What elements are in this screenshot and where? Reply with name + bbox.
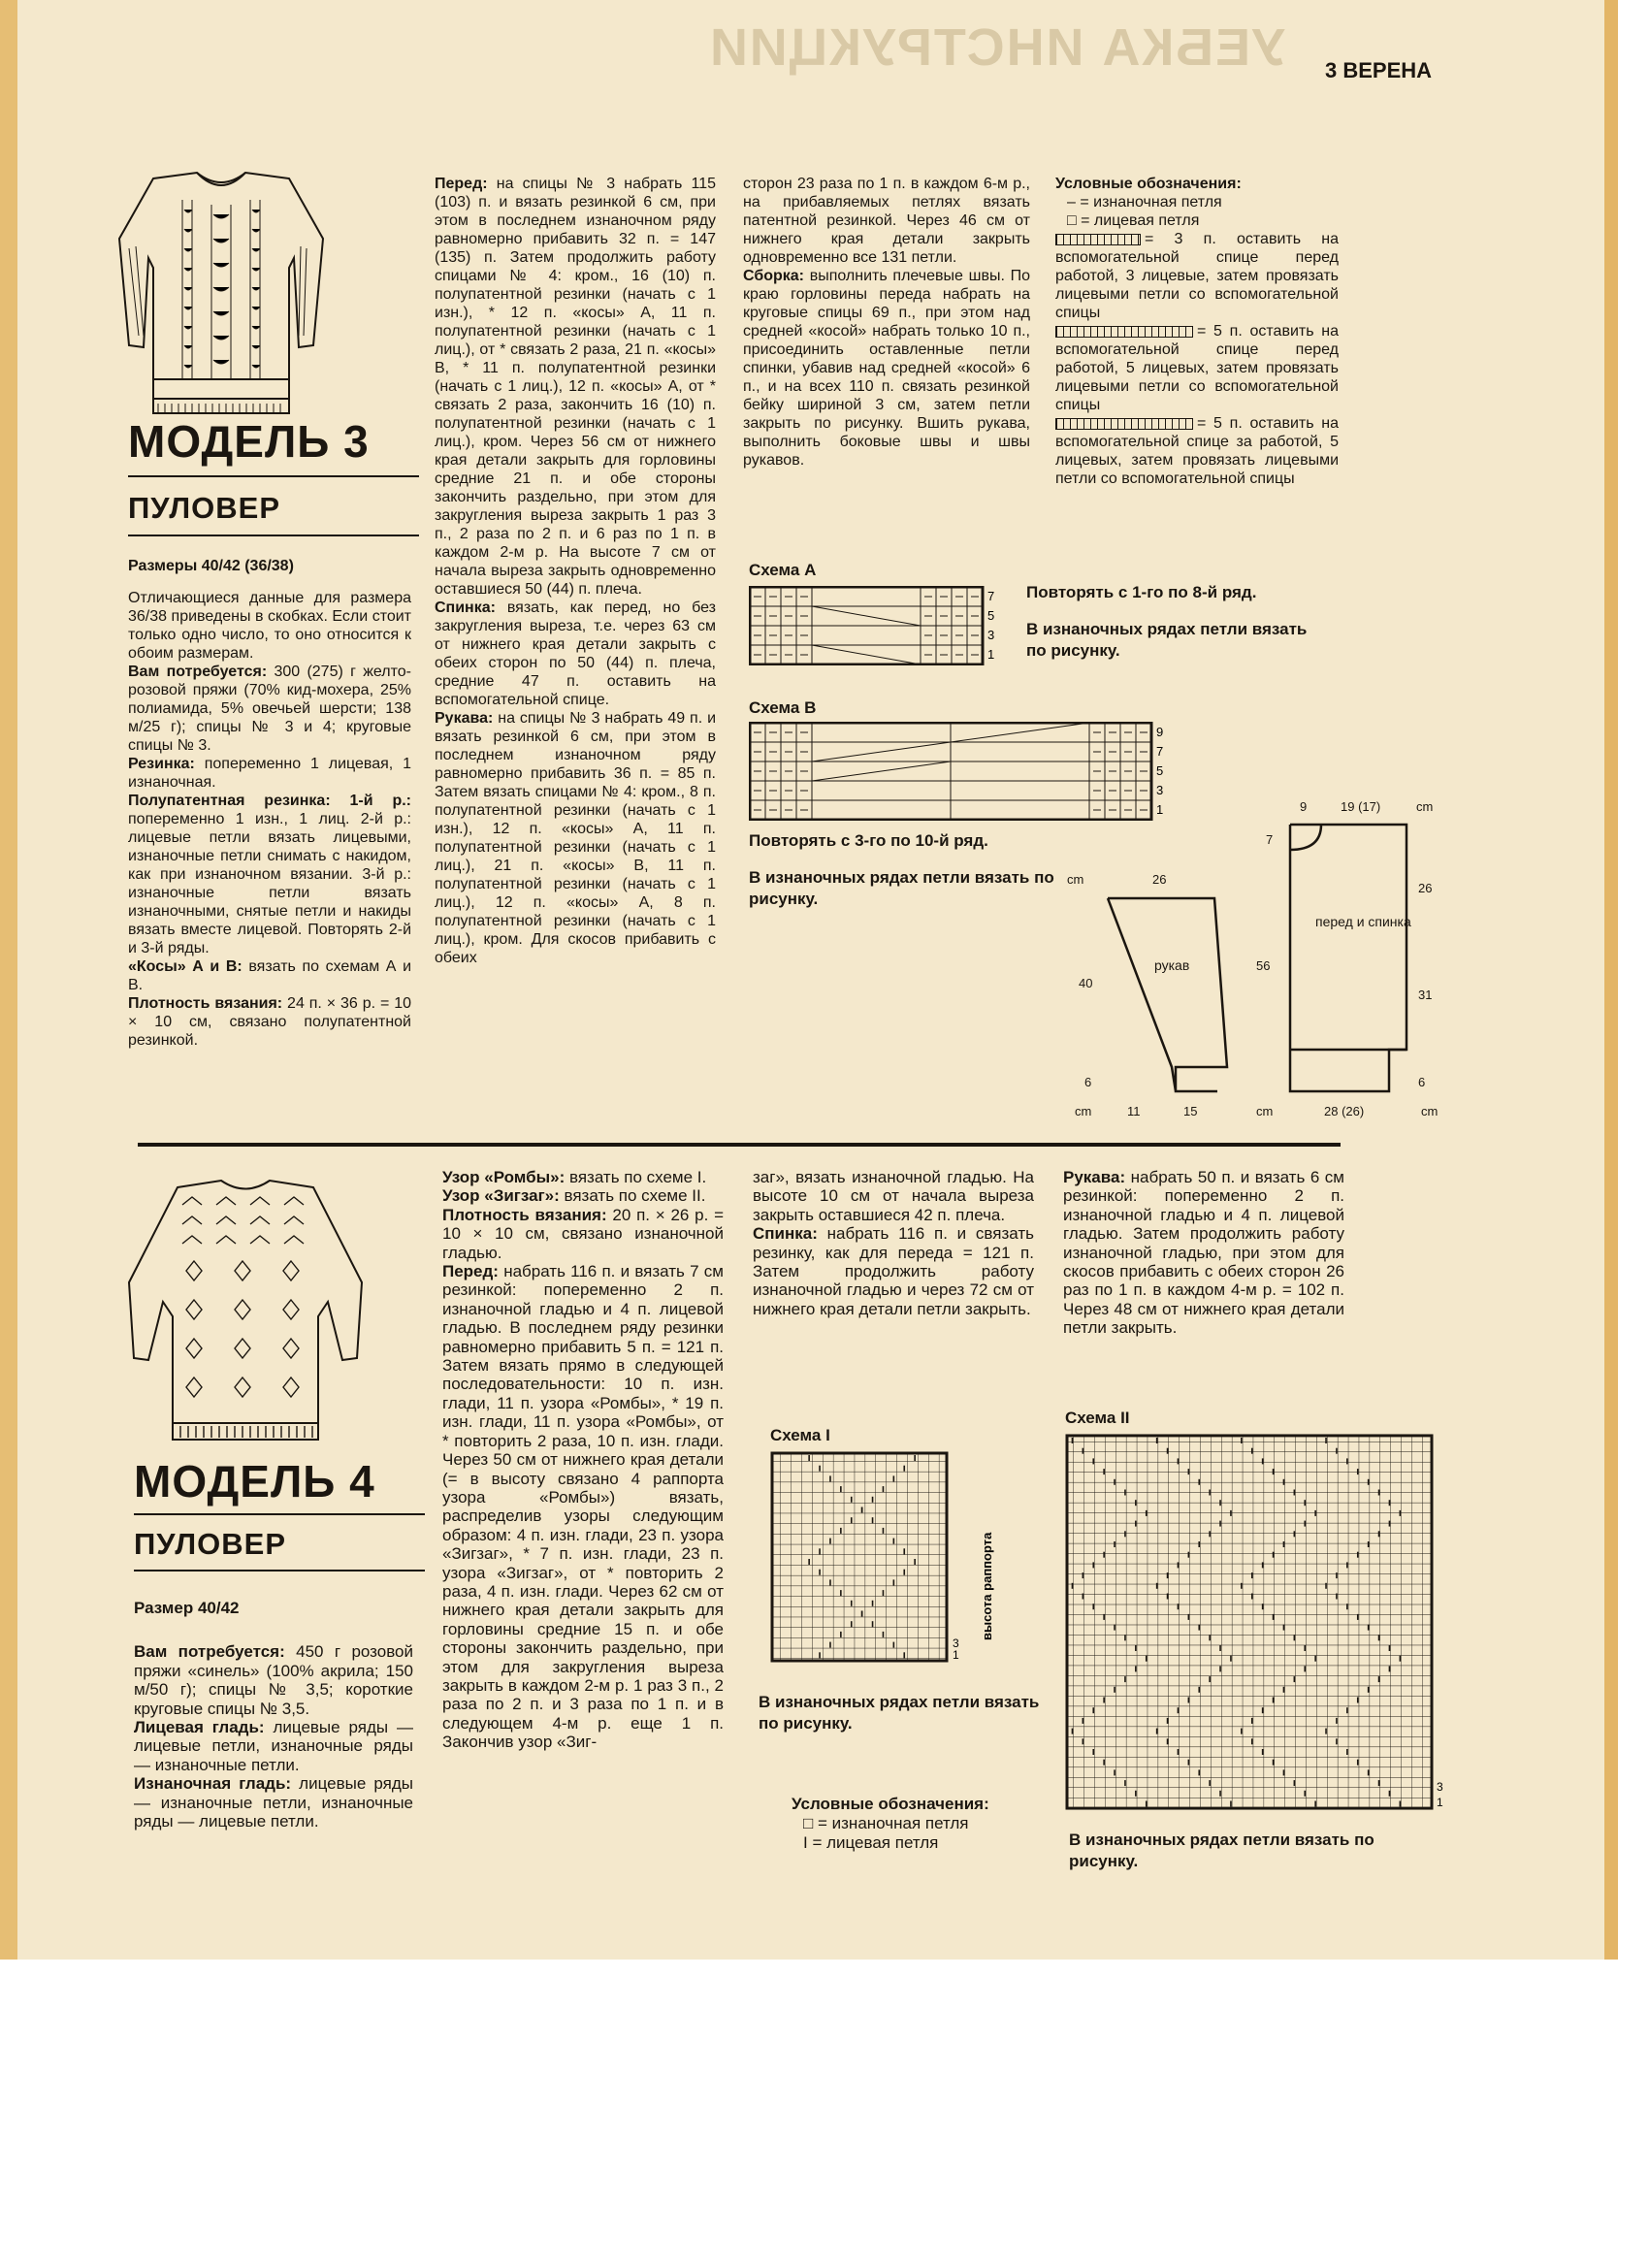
m4c2-text-2: 20 п. × 26 р. = 10 × 10 см, связано изнаночной гладью. bbox=[442, 1205, 724, 1262]
cm-sleeve-bottom-unit: cm bbox=[1075, 1104, 1092, 1118]
m3-legend-title: Условные обозначения: bbox=[1055, 176, 1242, 192]
schema-b-row-5: 5 bbox=[1156, 763, 1164, 778]
model3-column-1 bbox=[128, 557, 411, 1050]
cable-5-front-symbol bbox=[1055, 326, 1193, 338]
schema-a-note bbox=[1026, 582, 1317, 662]
schema-1-row-3: 3 bbox=[953, 1636, 959, 1650]
sweater-illustration-model4 bbox=[124, 1176, 367, 1447]
schema-a-label: Схема А bbox=[749, 561, 817, 579]
schema-b-note-wrong-side: В изнаночных рядах петли вязать по рисунку. bbox=[749, 868, 1054, 908]
model3-title: МОДЕЛЬ 3 bbox=[128, 416, 370, 467]
m3c1-head-5: «Косы» А и В: bbox=[128, 958, 242, 975]
m3c1-text-5: вязать по схемам А и В. bbox=[128, 958, 411, 993]
schema-a-row-1: 1 bbox=[987, 647, 995, 662]
schema-a-note-repeat: Повторять с 1-го по 8-й ряд. bbox=[1026, 583, 1257, 601]
m4c3-text-0: заг», вязать изнаночной гладью. На высоте 10 см от начала выреза закрыть оставшиеся 42 п. плеча. bbox=[753, 1168, 1034, 1224]
m4c3-head-1: Спинка: bbox=[753, 1224, 818, 1244]
schema-b-row-1: 1 bbox=[1156, 802, 1164, 817]
cable-5-back-symbol bbox=[1055, 418, 1193, 430]
schema-2-chart bbox=[1063, 1432, 1451, 1816]
m4c2-text-1: вязать по схеме II. bbox=[564, 1186, 706, 1206]
model4-subtitle: ПУЛОВЕР bbox=[134, 1527, 286, 1561]
body-lower-dim: 31 bbox=[1418, 988, 1433, 1002]
sleeve-label: рукав bbox=[1154, 957, 1190, 973]
m3-legend-item-1: □ = лицевая петля bbox=[1067, 212, 1200, 229]
body-label: перед и спинка bbox=[1315, 914, 1411, 929]
body-upper-dim: 26 bbox=[1418, 881, 1433, 895]
cm-body-right-unit: cm bbox=[1421, 1104, 1439, 1118]
scan-background bbox=[0, 1960, 1649, 2268]
schema-1-chart bbox=[770, 1451, 1003, 1674]
sleeve-bottom-dim-a: 11 bbox=[1127, 1104, 1141, 1118]
m3-legend-item-0: – = изнаночная петля bbox=[1067, 194, 1222, 211]
body-width-dim: 28 (26) bbox=[1324, 1104, 1365, 1118]
schema-2-row-3: 3 bbox=[1437, 1780, 1443, 1794]
schema-b-label: Схема В bbox=[749, 698, 817, 717]
m4c2-head-2: Плотность вязания: bbox=[442, 1205, 607, 1224]
bleed-through-heading: УЕБКА ИНСТРУКЦИИ bbox=[708, 18, 1285, 77]
neckline bbox=[1290, 825, 1321, 850]
m3c2-text-2: на спицы № 3 набрать 49 п. и вязать резинкой 6 см, при этом в последнем изнаночном ряду равномерно прибавить 36 п. = 85 п. Затем вязать спицами № 4: кром., 8 п. полупатентной резинки (начать с 1 изн.), 12 п. «косы» А, 11 п. полупатентной резинки (начать с 1 лиц.), 21 п. «косы» В, 11 п. полупатентной резинки (начать с 1 лиц.), 12 п. «косы» А, 8 п. полупатентной резинки (начать с 1 лиц.), кром. Для скосов прибавить с обеих bbox=[435, 710, 717, 966]
sleeve-height-dim: 40 bbox=[1079, 976, 1093, 990]
model4-column-4 bbox=[1063, 1168, 1344, 1338]
m3c2-text-1: вязать, как перед, но без закругления выреза, т.е. через 63 см от нижнего края детали закрыть с обеих сторон по 50 (44) п. плеча, средние 47 п. оставить на вспомогательной спице. bbox=[435, 599, 716, 708]
body-outline bbox=[1290, 825, 1406, 1091]
model4-column-2 bbox=[442, 1168, 724, 1752]
m4c1-text-3: лицевые ряды — изнаночные петли, изнаночные ряды — лицевые петли. bbox=[134, 1774, 414, 1831]
page-label: 3 ВЕРЕНА bbox=[1325, 58, 1433, 82]
m3c1-head-6: Плотность вязания: bbox=[128, 995, 283, 1012]
m3-legend-item-3: = 5 п. оставить на вспомогательной спице перед работой, 5 лицевых, затем провязать лицевыми петли со вспомогательной спицы bbox=[1055, 323, 1339, 413]
m3c1-head-4: Полупатентная резинка: 1-й р.: bbox=[128, 793, 411, 809]
model3-subtitle-rule bbox=[128, 535, 419, 536]
body-top-dim-b: 19 (17) bbox=[1341, 799, 1381, 814]
m4c2-head-0: Узор «Ромбы»: bbox=[442, 1168, 566, 1186]
schema-a-row-7: 7 bbox=[987, 589, 995, 603]
model4-title: МОДЕЛЬ 4 bbox=[134, 1456, 375, 1507]
model3-legend bbox=[1055, 175, 1339, 488]
schema-1-label: Схема I bbox=[770, 1426, 830, 1444]
m3c2-head-0: Перед: bbox=[435, 176, 488, 192]
schema-a-row-3: 3 bbox=[987, 628, 995, 642]
sleeve-bottom-dim-b: 15 bbox=[1183, 1104, 1198, 1118]
m3c1-head-0: Размеры 40/42 (36/38) bbox=[128, 558, 294, 574]
model3-column-2 bbox=[435, 175, 716, 967]
model4-title-rule bbox=[134, 1513, 425, 1515]
m4c2-head-3: Перед: bbox=[442, 1262, 499, 1281]
body-rib-dim: 6 bbox=[1418, 1075, 1426, 1089]
pattern-schematic bbox=[1067, 795, 1455, 1125]
m4c1-head-1: Вам потребуется: bbox=[134, 1642, 285, 1662]
page-edge bbox=[0, 0, 17, 1960]
section-divider bbox=[138, 1143, 1341, 1147]
sleeve-outline bbox=[1108, 898, 1227, 1091]
m4c4-head-0: Рукава: bbox=[1063, 1168, 1126, 1186]
m3c2-head-2: Рукава: bbox=[435, 710, 494, 727]
schema-2-note: В изнаночных рядах петли вязать по рисунку. bbox=[1069, 1831, 1374, 1870]
m4c4-text-0: набрать 50 п. и вязать 6 см резинкой: попеременно 2 п. изнаночной гладью и 4 п. лицевой гладью. Затем продолжить работу изнаночной гладью, при этом для скосов прибавить с обеих сторон 26 раз по 1 п. в каждом 4-м р. = 102 п. Через 48 см от нижнего края детали петли закрыть. bbox=[1063, 1168, 1344, 1338]
schema-1-row-1: 1 bbox=[953, 1648, 959, 1662]
m4c1-head-2: Лицевая гладь: bbox=[134, 1718, 265, 1737]
model3-column-3 bbox=[743, 175, 1030, 470]
m4c1-text-1: 450 г розовой пряжи «синель» (100% акрила; 150 м/50 г); спицы № 3,5; короткие круговые спицы № 3,5. bbox=[134, 1642, 414, 1718]
schema-b-note bbox=[749, 830, 1059, 910]
body-top-dim-a: 9 bbox=[1300, 799, 1308, 814]
schema-1-note: В изнаночных рядах петли вязать по рисунку. bbox=[759, 1693, 1040, 1733]
body-height-dim: 56 bbox=[1256, 958, 1271, 973]
m4c3-text-1: набрать 116 п. и связать резинку, как для переда = 121 п. Затем продолжить работу изнаночной гладью и через 72 см от нижнего края детали петли закрыть. bbox=[753, 1224, 1034, 1318]
m4c1-head-3: Изнаночная гладь: bbox=[134, 1774, 292, 1794]
schema-b-note-repeat: Повторять с 3-го по 10-й ряд. bbox=[749, 831, 988, 850]
m4c1-text-2: лицевые ряды — лицевые петли, изнаночные ряды — изнаночные петли. bbox=[134, 1718, 413, 1774]
m3c3-head-1: Сборка: bbox=[743, 268, 805, 284]
m3c1-head-2: Вам потребуется: bbox=[128, 664, 268, 680]
sleeve-cuff-dim: 6 bbox=[1084, 1075, 1092, 1089]
m3-legend-item-4: = 5 п. оставить на вспомогательной спице за работой, 5 лицевых, затем провязать лицевыми петли со вспомогательной спицы bbox=[1055, 415, 1339, 487]
cable-3-symbol bbox=[1055, 234, 1141, 245]
m3-legend-item-2: = 3 п. оставить на вспомогательной спице перед работой, 3 лицевые, затем провязать лицевыми петли со вспомогательной спицы bbox=[1055, 231, 1339, 321]
model4-column-1 bbox=[134, 1599, 413, 1831]
model3-title-rule bbox=[128, 475, 419, 477]
m3c3-text-0: сторон 23 раза по 1 п. в каждом 6-м р., на прибавляемых петлях вязать патентной резинкой. Через 46 см от нижнего края детали закрыть одновременно все 131 петли. bbox=[743, 176, 1030, 266]
schema-2-row-1: 1 bbox=[1437, 1796, 1443, 1809]
m4-legend-title: Условные обозначения: bbox=[792, 1795, 989, 1813]
model3-subtitle: ПУЛОВЕР bbox=[128, 491, 280, 525]
model4-column-3 bbox=[753, 1168, 1034, 1318]
m3c1-text-3: попеременно 1 лицевая, 1 изнаночная. bbox=[128, 756, 411, 791]
schema-b-row-7: 7 bbox=[1156, 744, 1164, 759]
m3c1-text-2: 300 (275) г желто-розовой пряжи (70% кид-мохера, 25% полиамида, 5% овечьей шерсти; 138 м/25 г); спицы № 3 и 4; круговые спицы № 3. bbox=[128, 664, 411, 754]
m4c1-head-0: Размер 40/42 bbox=[134, 1599, 240, 1617]
schema-a-chart bbox=[749, 586, 1001, 665]
m4c2-text-3: набрать 116 п. и вязать 7 см резинкой: попеременно 2 п. изнаночной гладью и 4 п. лицевой гладью. В последнем ряду резинки равномерно прибавить 5 п. = 121 п. Затем вязать прямо в следующей последовательности: 10 п. изн. глади, 11 п. узора «Ромбы», * 19 п. изн. глади, 11 п. узора «Ромбы», от * повторить 2 раза, 10 п. изн. глади. Через 50 см от нижнего края детали (= в высоту связано 4 раппорта узора «Ромбы») вязать, распределив узоры следующим образом: 4 п. изн. глади, 23 п. узора «Зигзаг», * 7 п. изн. глади, 23 п. узора «Зигзаг», от * повторить 2 раза, 4 п. изн. глади. Через 62 см от нижнего края детали закрыть для горловины средние 15 п. и обе стороны закончить раздельно, при этом для закругления выреза закрыть в каждом 2-м р. 1 раз 3 п., 2 раза по 2 п. и 3 раза по 1 п. и в следующем 4-м р. еще 1 п. Закончив узор «Зиг- bbox=[442, 1262, 724, 1752]
model4-legend bbox=[792, 1795, 1044, 1853]
m4-legend-item-0: □ = изнаночная петля bbox=[803, 1814, 969, 1832]
m4c2-text-0: вязать по схеме I. bbox=[569, 1168, 707, 1186]
schema-b-row-3: 3 bbox=[1156, 783, 1164, 797]
m3c2-head-1: Спинка: bbox=[435, 599, 496, 616]
m4c2-head-1: Узор «Зигзаг»: bbox=[442, 1186, 560, 1206]
sleeve-top-dim: 26 bbox=[1152, 872, 1167, 887]
schema-a-row-5: 5 bbox=[987, 608, 995, 623]
cm-body-top-unit: cm bbox=[1416, 799, 1434, 814]
m3c1-text-6: 24 п. × 36 р. = 10 × 10 см, связано полупатентной резинкой. bbox=[128, 995, 412, 1049]
cm-body-bottom-unit: cm bbox=[1256, 1104, 1274, 1118]
model4-subtitle-rule bbox=[134, 1570, 425, 1571]
m3c2-text-0: на спицы № 3 набрать 115 (103) п. и вязать резинкой 6 см, при этом в последнем изнаночном ряду равномерно прибавить 32 п. = 147 (135) п. Затем продолжить работу спицами № 4: кром., 16 (10) п. полупатентной резинки (начать с 1 изн.), * 12 п. «косы» А, 11 п. полупатентной резинки (начать с 1 лиц.), от * связать 2 раза, 21 п. «косы» В, * 11 п. полупатентной резинки (начать с 1 лиц.), 12 п. «косы» А, от * связать 2 раза, закончить 16 (10) п. полупатентной резинки (начать с 1 лиц.), кром. Через 56 см от нижнего края детали закрыть для горловины средние 21 п. и обе стороны закончить раздельно, при этом для закругления выреза закрыть 1 раз 3 п., 2 раза по 2 п. и 6 раз по 1 п. в каждом 2-м р. На высоте 7 см от начала выреза закрыть одновременно оставшиеся 50 (44) п. плеча. bbox=[435, 176, 716, 598]
schema-2-label: Схема II bbox=[1065, 1409, 1130, 1427]
m3c1-text-4: попеременно 1 изн., 1 лиц. 2-й р.: лицевые петли вязать лицевыми, изнаночные петли снимать с накидом, как при изнаночном вязании. 3-й р.: изнаночные петли вязать изнаночными, снятые петли и накиды вязать вместе лицевой. Повторять 2-й и 3-й ряды. bbox=[128, 811, 411, 956]
cm-sleeve-top-unit: cm bbox=[1067, 872, 1084, 887]
schema-b-row-9: 9 bbox=[1156, 725, 1164, 739]
schema-1-side-label: высота раппорта bbox=[980, 1532, 994, 1640]
m3c1-head-3: Резинка: bbox=[128, 756, 195, 772]
neck-depth-dim: 7 bbox=[1266, 832, 1274, 847]
sweater-illustration-model3 bbox=[114, 171, 328, 423]
schema-a-note-wrong-side: В изнаночных рядах петли вязать по рисунку. bbox=[1026, 620, 1308, 660]
m3c3-text-1: выполнить плечевые швы. По краю горловины переда набрать на круговые спицы 69 п., при этом над средней «косой» набрать только 10 п., присоединить оставленные петли спинки, убавив над средней «косой» 6 п., и на всех 110 п. связать резинкой бейку шириной 3 см, затем петли закрыть по рисунку. Вшить рукава, выполнить боковые швы и швы рукавов. bbox=[743, 268, 1030, 469]
m3c1-text-1: Отличающиеся данные для размера 36/38 приведены в скобках. Если стоит только одно число, то оно относится к обоим размерам. bbox=[128, 590, 411, 662]
m4-legend-item-1: I = лицевая петля bbox=[803, 1833, 939, 1852]
